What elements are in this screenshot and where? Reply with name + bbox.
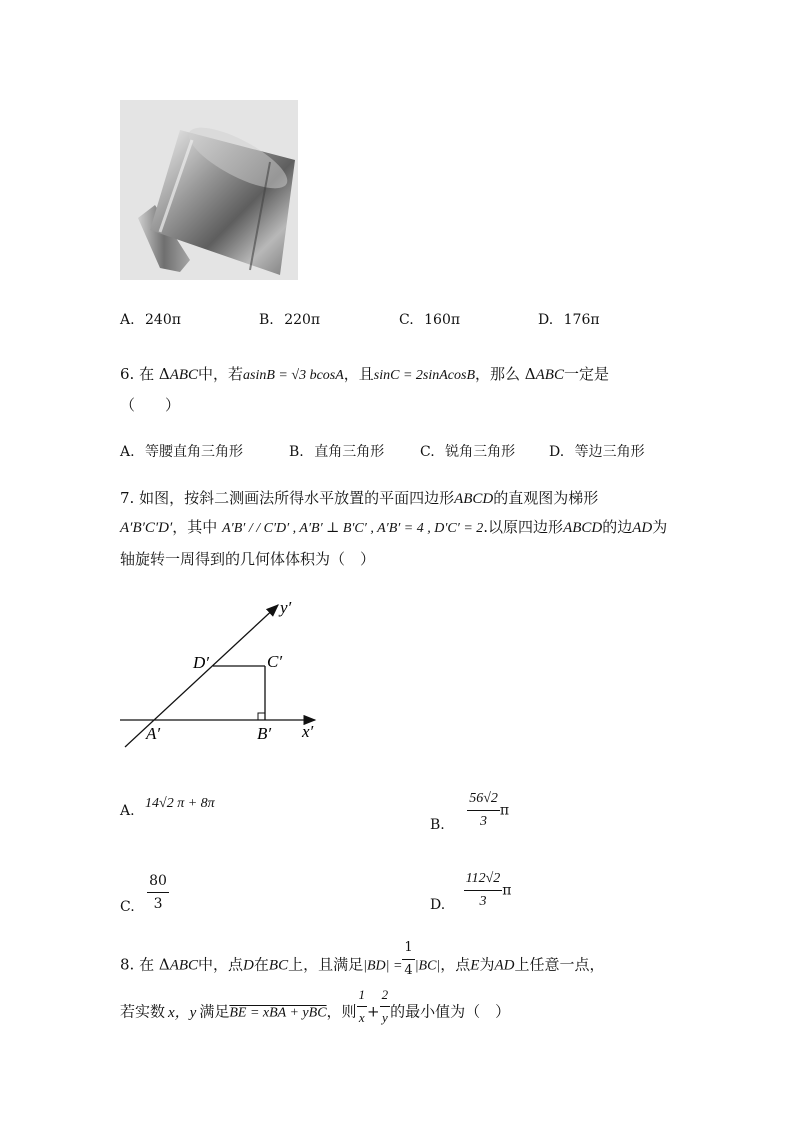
option-label: B. — [259, 312, 274, 328]
q8-text: ，则 — [326, 1002, 357, 1021]
q5-option-b[interactable] — [259, 309, 320, 331]
q8-fraction — [402, 937, 414, 982]
q5-option-d[interactable] — [538, 309, 600, 331]
q6-option-b[interactable] — [289, 441, 384, 463]
q6-condition-2: sinC = 2sinAcosB — [373, 368, 476, 383]
q6-text: 6. 在 Δ — [120, 365, 170, 383]
q5-option-c[interactable] — [399, 309, 460, 331]
q6-option-d[interactable] — [549, 441, 645, 463]
option-text: 锐角三角形 — [445, 444, 516, 460]
option-label: A. — [120, 803, 135, 819]
option-text: 220π — [284, 312, 321, 328]
q7-text: 的边 — [602, 518, 633, 536]
q6-option-a[interactable] — [120, 441, 243, 463]
q7-math: AD — [632, 520, 653, 536]
q8-stem-line2 — [120, 987, 511, 1035]
q8-text: 满足 — [199, 1002, 230, 1021]
q6-text: ，且 — [343, 365, 374, 383]
q7-math: ABCD — [454, 491, 494, 507]
q6-condition-1: asinB = √3 bcosA — [243, 368, 344, 383]
q8-math: x，y — [168, 1004, 197, 1021]
q8-math: AD — [494, 957, 515, 974]
q8-text: 若实数 — [120, 1002, 166, 1021]
fraction-numerator: 80 — [147, 870, 169, 893]
option-fraction — [467, 788, 500, 833]
fraction-numerator: 1 — [357, 984, 368, 1007]
q8-text: 上，且满足 — [288, 955, 364, 974]
q8-text: 的最小值为（ ） — [390, 1002, 511, 1021]
q7-option-d[interactable] — [430, 868, 512, 913]
option-text: 直角三角形 — [314, 444, 385, 460]
q8-text: 为 — [479, 955, 495, 974]
option-label: D. — [430, 896, 446, 913]
fraction-numerator: 112√2 — [464, 868, 503, 891]
q7-text: ，其中 — [172, 518, 218, 536]
q6-stem — [120, 363, 609, 387]
q7-text: 7. 如图，按斜二测画法所得水平放置的平面四边形 — [120, 489, 455, 507]
q8-vector-equation: BE = xBA + yBC — [229, 1005, 327, 1021]
q8-math: BC — [268, 957, 289, 974]
label-b: B′ — [257, 724, 272, 743]
q7-option-b[interactable] — [430, 788, 509, 833]
q6-option-c[interactable] — [420, 441, 515, 463]
q7-math: A′B′C′D′ — [120, 520, 173, 536]
q5-option-a[interactable] — [120, 309, 181, 331]
option-label: B. — [430, 816, 445, 833]
option-label: C. — [420, 444, 435, 460]
label-d: D′ — [193, 653, 209, 672]
option-text: 14√2 π + 8π — [145, 796, 215, 811]
q7-text: 为 — [652, 518, 668, 536]
q8-abs-bd: |BD| = — [363, 958, 403, 974]
q7-math: ABCD — [563, 520, 603, 536]
option-label: C. — [120, 898, 135, 915]
option-tail: π — [502, 882, 512, 899]
solid-photo — [120, 100, 298, 280]
option-label: D. — [549, 444, 565, 460]
q8-math: D — [243, 957, 254, 974]
q6-text: 中，若 — [198, 365, 244, 383]
q7-conditions: A′B′ / / C′D′ , A′B′ ⊥ B′C′ , A′B′ = 4 , D′C′ = 2 — [222, 521, 484, 536]
option-text: 240π — [145, 312, 181, 328]
option-label: A. — [120, 312, 135, 328]
option-text: 等边三角形 — [574, 444, 645, 460]
fraction-denominator: 3 — [153, 896, 163, 912]
q7-figure — [110, 595, 340, 755]
q8-math: E — [470, 957, 480, 974]
fraction-numerator: 1 — [402, 937, 414, 960]
fraction-numerator: 56√2 — [467, 788, 500, 811]
fraction-denominator: y — [381, 1010, 388, 1025]
fraction-denominator: 3 — [480, 814, 488, 829]
option-label: C. — [399, 312, 414, 328]
q8-text: 在 — [253, 955, 269, 974]
option-text: 176π — [563, 312, 600, 328]
fraction-denominator: 4 — [404, 963, 413, 978]
q8-plus: + — [367, 1002, 380, 1021]
q7-option-a[interactable] — [120, 796, 215, 823]
cylinder-cone-image — [120, 100, 298, 280]
right-angle-mark — [258, 713, 265, 720]
q6-text: ，那么 Δ — [475, 365, 536, 383]
option-text: 等腰直角三角形 — [145, 444, 244, 460]
label-x: x′ — [302, 722, 314, 741]
option-tail: π — [499, 802, 510, 819]
fraction-denominator: 3 — [479, 894, 487, 909]
q7-text: .以原四边形 — [483, 518, 564, 536]
q8-fraction-1 — [357, 984, 368, 1029]
q8-abs-bc: |BC| — [414, 958, 441, 974]
label-c: C′ — [267, 652, 283, 671]
q7-text: 的直观图为梯形 — [493, 489, 599, 507]
option-fraction — [147, 870, 169, 915]
option-label: D. — [538, 312, 554, 328]
option-text: 160π — [424, 312, 461, 328]
fraction-denominator: x — [358, 1010, 365, 1025]
q6-math: ABC — [169, 367, 199, 383]
q8-stem-line1 — [120, 940, 605, 988]
label-y: y′ — [280, 598, 292, 617]
q8-text: ，点 — [440, 955, 471, 974]
option-fraction — [464, 868, 503, 913]
q7-option-c[interactable] — [120, 870, 169, 915]
q8-text: 中，点 — [198, 955, 244, 974]
q8-text: 8. 在 Δ — [120, 955, 170, 974]
label-a: A′ — [146, 724, 161, 743]
q6-answer-paren: （ ） — [120, 396, 181, 414]
fraction-numerator: 2 — [380, 984, 391, 1007]
q7-stem-line2 — [120, 516, 667, 540]
q6-text: 一定是 — [563, 365, 609, 383]
q6-math: ABC — [535, 367, 564, 383]
q8-math: ABC — [169, 957, 199, 974]
option-label: B. — [289, 444, 304, 460]
q7-stem-line3: 轴旋转一周得到的几何体体积为（ ） — [120, 550, 376, 568]
q7-stem-line1 — [120, 487, 598, 510]
q8-text: 上任意一点， — [514, 955, 605, 974]
q8-fraction-2 — [380, 984, 391, 1029]
option-label: A. — [120, 444, 135, 460]
